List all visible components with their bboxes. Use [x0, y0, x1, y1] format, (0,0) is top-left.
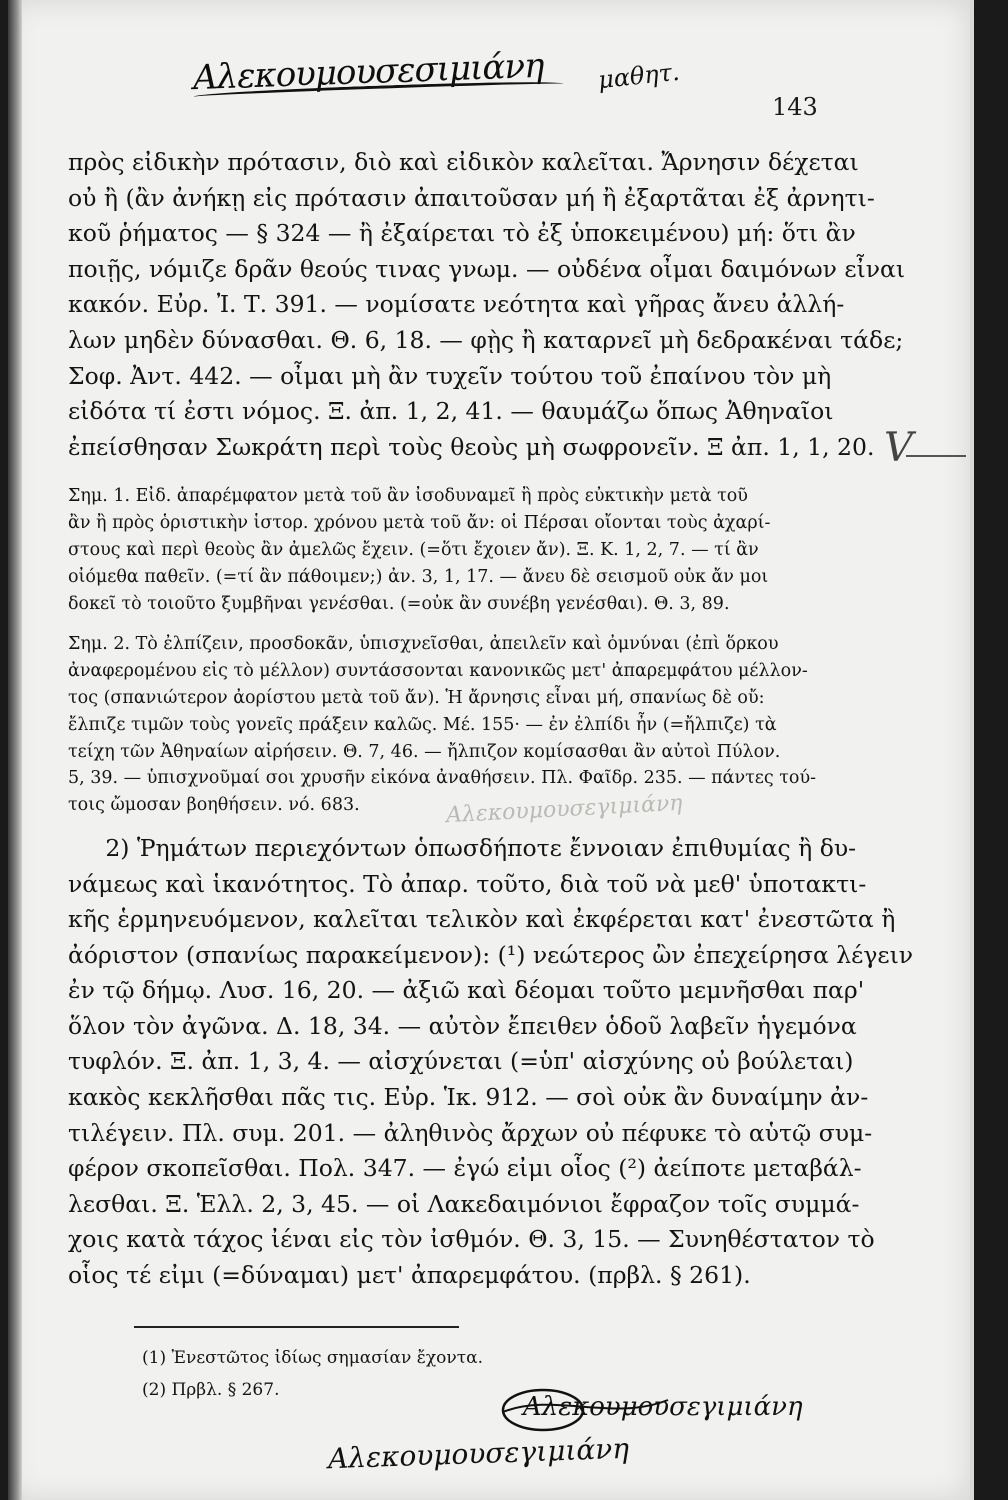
note-line: δοκεῖ τὸ τοιοῦτο ξυμβῆναι γενέσθαι. (=οὐκ ἂν συνέβη γενέσθαι). Θ. 3, 89.: [68, 593, 730, 614]
text-line: λων μηδὲν δύνασθαι. Θ. 6, 18. — φῂς ἢ καταρνεῖ μὴ δεδρακέναι τάδε;: [68, 325, 904, 354]
text-line: κῆς ἑρμηνευόμενον, καλεῖται τελικὸν καὶ ἐκφέρεται κατ' ἐνεστῶτα ἢ: [68, 905, 896, 934]
faint-handwritten-signature: Αλεκουμουσεγιμιάνη: [445, 790, 684, 829]
note-line: στους καὶ περὶ θεοὺς ἂν ἀμελῶς ἔχειν. (=ὅτι ἔχοιεν ἄν). Ξ. Κ. 1, 2, 7. — τί ἂν: [68, 539, 759, 560]
header-handwritten-note: μαθητ.: [596, 57, 681, 95]
bottom-handwritten-signature: Αλεκουμουσεγιμιάνη: [327, 1431, 630, 1476]
margin-check-mark: [884, 425, 913, 471]
note-1: [68, 483, 858, 617]
book-page: [8, 0, 974, 1500]
margin-mark-dash: [906, 455, 966, 457]
footnote-divider: [134, 1326, 459, 1328]
section-2-paragraph: [68, 831, 914, 1294]
note-2: [68, 631, 858, 819]
text-line: 2) Ῥημάτων περιεχόντων ὁπωσδήποτε ἔννοιαν ἐπιθυμίας ἢ δυ-: [68, 833, 857, 862]
text-line: εἰδότα τί ἐστι νόμος. Ξ. ἀπ. 1, 2, 41. — θαυμάζω ὅπως Ἀθηναῖοι: [68, 397, 834, 426]
book-spine: [8, 0, 22, 1500]
note-line: Σημ. 1. Εἰδ. ἀπαρέμφατον μετὰ τοῦ ἂν ἰσοδυναμεῖ ἢ πρὸς εὐκτικὴν μετὰ τοῦ: [68, 486, 748, 507]
text-line: τυφλόν. Ξ. ἀπ. 1, 3, 4. — αἰσχύνεται (=ὑπ' αἰσχύνης οὐ βούλεται): [68, 1047, 854, 1076]
page-number: 143: [772, 93, 818, 121]
note-line: ἔλπιζε τιμῶν τοὺς γονεῖς πράξειν καλῶς. Μέ. 155· — ἐν ἐλπίδι ἦν (=ἤλπιζε) τὰ: [68, 714, 777, 735]
header-signature-text: Αλεκουμουσεσιμιάνη: [192, 45, 545, 99]
text-line: χοις κατὰ τάχος ἰέναι εἰς τὸν ἰσθμόν. Θ. 3, 15. — Συνηθέστατον τὸ: [68, 1225, 875, 1254]
note-line: οἰόμεθα παθεῖν. (=τί ἂν πάθοιμεν;) ἀν. 3, 1, 17. — ἄνευ δὲ σεισμοῦ οὐκ ἄν μοι: [68, 566, 769, 587]
note-line: τος (σπανιώτερον ἀορίστου μετὰ τοῦ ἄν). Ἡ ἄρνησις εἶναι μή, σπανίως δὲ οὔ:: [68, 687, 765, 708]
margin-mark-glyph: V: [884, 425, 913, 471]
footnote-1: (1) Ἐνεστῶτος ἰδίως σημασίαν ἔχοντα.: [142, 1348, 484, 1368]
note-line: τοις ὤμοσαν βοηθήσειν. νό. 683.: [68, 795, 360, 816]
text-line: ποιῇς, νόμιζε δρᾶν θεούς τινας γνωμ. — οὐδένα οἶμαι δαιμόνων εἶναι: [68, 254, 906, 283]
text-line: νάμεως καὶ ἱκανότητος. Τὸ ἀπαρ. τοῦτο, διὰ τοῦ νὰ μεθ' ὑποτακτι-: [68, 869, 867, 898]
text-line: ἐπείσθησαν Σωκράτη περὶ τοὺς θεοὺς μὴ σωφρονεῖν. Ξ ἀπ. 1, 1, 20.: [68, 432, 875, 461]
text-line: ἀόριστον (σπανίως παρακείμενον): (¹) νεώτερος ὢν ἐπεχείρησα λέγειν: [68, 940, 914, 969]
text-line: λεσθαι. Ξ. Ἑλλ. 2, 3, 45. — οἱ Λακεδαιμόνιοι ἔφραζον τοῖς συμμά-: [68, 1189, 860, 1218]
footnote-2: (2) Πρβλ. § 267.: [142, 1380, 280, 1400]
text-line: πρὸς εἰδικὴν πρότασιν, διὸ καὶ εἰδικὸν καλεῖται. Ἄρνησιν δέχεται: [68, 148, 859, 176]
text-line: οἷος τέ εἰμι (=δύναμαι) μετ' ἀπαρεμφάτου. (πρβλ. § 261).: [68, 1261, 751, 1290]
note-line: ἀναφερομένου εἰς τὸ μέλλον) συντάσσονται κανονικῶς μετ' ἀπαρεμφάτου μέλλον-: [68, 661, 808, 682]
text-line: κοῦ ῥήματος — § 324 — ἢ ἐξαίρεται τὸ ἐξ ὑποκειμένου) μή: ὅτι ἂν: [68, 219, 856, 248]
text-line: ἐν τῷ δήμῳ. Λυσ. 16, 20. — ἀξιῶ καὶ δέομαι τοῦτο μεμνῆσθαι παρ': [68, 976, 865, 1005]
text-line: ὅλον τὸν ἀγῶνα. Δ. 18, 34. — αὐτὸν ἔπειθεν ὁδοῦ λαβεῖν ἡγεμόνα: [68, 1011, 857, 1040]
body-text: [68, 145, 914, 1294]
note-line: τείχη τῶν Ἀθηναίων αἱρήσειν. Θ. 7, 46. — ἤλπιζον κομίσασθαι ἂν αὐτοὶ Πύλον.: [68, 741, 781, 762]
note-line: Σημ. 2. Τὸ ἐλπίζειν, προσδοκᾶν, ὑπισχνεῖσθαι, ἀπειλεῖν καὶ ὀμνύναι (ἐπὶ ὅρκου: [68, 634, 779, 655]
note-line: 5, 39. — ὑπισχνοῦμαί σοι χρυσῆν εἰκόνα ἀναθήσειν. Πλ. Φαῖδρ. 235. — πάντες τού-: [68, 768, 816, 789]
text-line: οὐ ἢ (ἂν ἀνήκῃ εἰς πρότασιν ἀπαιτοῦσαν μή ἢ ἐξαρτᾶται ἐξ ἀρνητι-: [68, 183, 875, 212]
main-paragraph: [68, 145, 906, 465]
note-line: ἂν ἢ πρὸς ὁριστικὴν ἱστορ. χρόνου μετὰ τοῦ ἄν: οἱ Πέρσαι οἴονται τοὺς ἀχαρί-: [68, 513, 771, 534]
text-line: κακόν. Εὐρ. Ἰ. Τ. 391. — νομίσατε νεότητα καὶ γῆρας ἄνευ ἀλλή-: [68, 290, 845, 319]
handwritten-signature-stamp: [493, 1382, 803, 1438]
stamp-signature-text: Αλεκουμουσεγιμιάνη: [523, 1392, 803, 1422]
text-line: τιλέγειν. Πλ. συμ. 201. — ἀληθινὸς ἄρχων οὐ πέφυκε τὸ αὑτῷ συμ-: [68, 1118, 873, 1147]
text-line: φέρον σκοπεῖσθαι. Πολ. 347. — ἐγώ εἰμι οἷος (²) ἀείποτε μεταβάλ-: [68, 1154, 862, 1183]
text-line: Σοφ. Ἀντ. 442. — οἶμαι μὴ ἂν τυχεῖν τούτου τοῦ ἐπαίνου τὸν μὴ: [68, 361, 832, 390]
header-handwritten-signature: [192, 46, 544, 98]
footnotes: [142, 1342, 483, 1406]
text-line: κακὸς κεκλῆσθαι πᾶς τις. Εὐρ. Ἱκ. 912. — σοὶ οὐκ ἂν δυναίμην ἀν-: [68, 1083, 869, 1112]
